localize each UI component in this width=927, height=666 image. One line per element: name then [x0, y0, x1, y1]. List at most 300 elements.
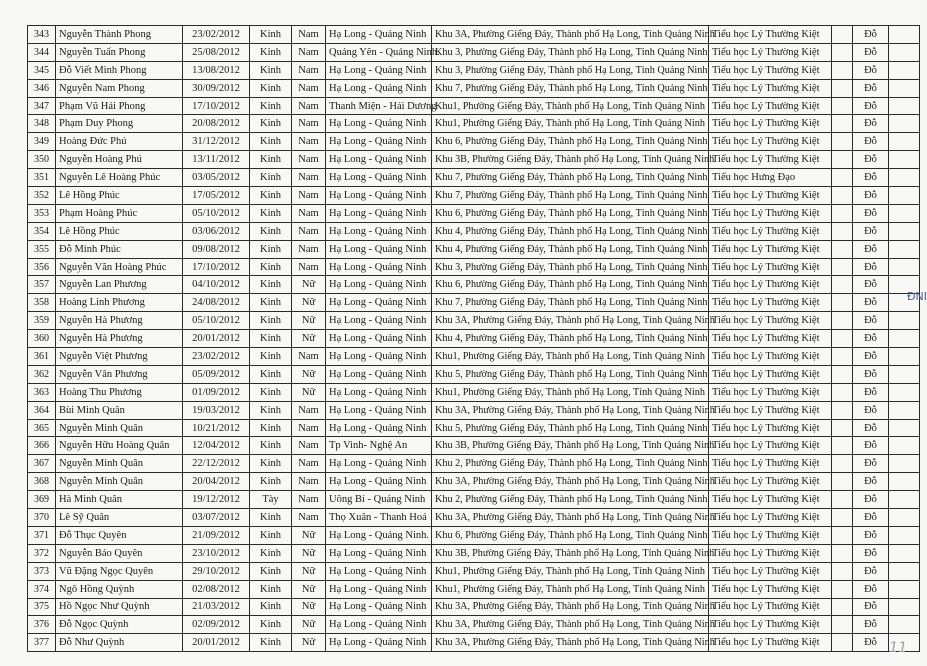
- result-cell: Đỗ: [853, 491, 889, 509]
- birthplace-cell: Hạ Long - Quảng Ninh: [326, 61, 432, 79]
- gender-cell: Nam: [292, 455, 326, 473]
- address-cell: Khu 3B, Phường Giếng Đáy, Thành phố Hạ Long, Tỉnh Quảng Ninh: [432, 437, 709, 455]
- result-cell: Đỗ: [853, 222, 889, 240]
- blank-cell-cell: [889, 97, 920, 115]
- date-of-birth-cell: 05/10/2012: [183, 312, 250, 330]
- table-row: [28, 115, 920, 133]
- table-row: [28, 79, 920, 97]
- student-name-cell: Nguyễn Minh Quân: [56, 419, 183, 437]
- ethnicity-cell: Kinh: [250, 61, 292, 79]
- birthplace-cell: Hạ Long - Quảng Ninh: [326, 580, 432, 598]
- table-row: [28, 133, 920, 151]
- table-row: [28, 580, 920, 598]
- birthplace-cell: Hạ Long - Quảng Ninh: [326, 616, 432, 634]
- primary-school-cell: Tiểu học Lý Thường Kiệt: [709, 43, 832, 61]
- address-cell: Khu1, Phường Giếng Đáy, Thành phố Hạ Long, Tỉnh Quảng Ninh: [432, 115, 709, 133]
- student-name-cell: Nguyễn Vân Phương: [56, 365, 183, 383]
- blank-cell-cell: [832, 616, 853, 634]
- student-name-cell: Nguyễn Minh Quân: [56, 455, 183, 473]
- row-number-cell: 365: [28, 419, 56, 437]
- birthplace-cell: Hạ Long - Quảng Ninh: [326, 634, 432, 652]
- ethnicity-cell: Kinh: [250, 580, 292, 598]
- result-cell: Đỗ: [853, 276, 889, 294]
- date-of-birth-cell: 23/02/2012: [183, 348, 250, 366]
- blank-cell-cell: [889, 204, 920, 222]
- address-cell: Khu 3B, Phường Giếng Đáy, Thành phố Hạ Long, Tỉnh Quảng Ninh: [432, 151, 709, 169]
- primary-school-cell: Tiểu học Lý Thường Kiệt: [709, 61, 832, 79]
- blank-cell-cell: [889, 330, 920, 348]
- student-name-cell: Hoàng Thu Phương: [56, 383, 183, 401]
- student-name-cell: Hoàng Linh Phương: [56, 294, 183, 312]
- result-cell: Đỗ: [853, 330, 889, 348]
- birthplace-cell: Hạ Long - Quảng Ninh: [326, 455, 432, 473]
- date-of-birth-cell: 01/09/2012: [183, 383, 250, 401]
- blank-cell-cell: [832, 562, 853, 580]
- birthplace-cell: Hạ Long - Quảng Ninh: [326, 473, 432, 491]
- blank-cell-cell: [889, 562, 920, 580]
- table-row: [28, 616, 920, 634]
- date-of-birth-cell: 20/08/2012: [183, 115, 250, 133]
- gender-cell: Nam: [292, 437, 326, 455]
- student-name-cell: Đỗ Ngọc Quỳnh: [56, 616, 183, 634]
- table-row: [28, 401, 920, 419]
- birthplace-cell: Hạ Long - Quảng Ninh: [326, 383, 432, 401]
- gender-cell: Nam: [292, 258, 326, 276]
- table-row: [28, 151, 920, 169]
- student-name-cell: Nguyễn Tuấn Phong: [56, 43, 183, 61]
- address-cell: Khu1, Phường Giếng Đáy, Thành phố Hạ Long, Tỉnh Quảng Ninh: [432, 348, 709, 366]
- date-of-birth-cell: 30/09/2012: [183, 79, 250, 97]
- blank-cell-cell: [832, 455, 853, 473]
- result-cell: Đỗ: [853, 383, 889, 401]
- blank-cell-cell: [889, 616, 920, 634]
- ethnicity-cell: Kinh: [250, 222, 292, 240]
- primary-school-cell: Tiểu học Lý Thường Kiệt: [709, 240, 832, 258]
- row-number-cell: 356: [28, 258, 56, 276]
- ethnicity-cell: Kinh: [250, 26, 292, 44]
- date-of-birth-cell: 20/01/2012: [183, 634, 250, 652]
- row-number-cell: 370: [28, 509, 56, 527]
- ethnicity-cell: Kinh: [250, 401, 292, 419]
- row-number-cell: 377: [28, 634, 56, 652]
- address-cell: Khu1, Phường Giếng Đáy, Thành phố Hạ Long, Tỉnh Quảng Ninh: [432, 97, 709, 115]
- blank-cell-cell: [889, 79, 920, 97]
- blank-cell-cell: [889, 43, 920, 61]
- date-of-birth-cell: 19/12/2012: [183, 491, 250, 509]
- date-of-birth-cell: 13/11/2012: [183, 151, 250, 169]
- blank-cell-cell: [832, 276, 853, 294]
- ethnicity-cell: Kinh: [250, 437, 292, 455]
- date-of-birth-cell: 02/08/2012: [183, 580, 250, 598]
- blank-cell-cell: [832, 580, 853, 598]
- primary-school-cell: Tiểu học Lý Thường Kiệt: [709, 401, 832, 419]
- blank-cell-cell: [889, 240, 920, 258]
- blank-cell-cell: [889, 133, 920, 151]
- row-number-cell: 372: [28, 544, 56, 562]
- blank-cell-cell: [832, 401, 853, 419]
- birthplace-cell: Hạ Long - Quảng Ninh: [326, 204, 432, 222]
- row-number-cell: 360: [28, 330, 56, 348]
- birthplace-cell: Hạ Long - Quảng Ninh: [326, 240, 432, 258]
- ethnicity-cell: Kinh: [250, 115, 292, 133]
- blank-cell-cell: [889, 419, 920, 437]
- table-row: [28, 455, 920, 473]
- gender-cell: Nữ: [292, 598, 326, 616]
- primary-school-cell: Tiểu học Lý Thường Kiệt: [709, 437, 832, 455]
- ethnicity-cell: Kinh: [250, 79, 292, 97]
- ethnicity-cell: Kinh: [250, 258, 292, 276]
- row-number-cell: 374: [28, 580, 56, 598]
- ethnicity-cell: Kinh: [250, 330, 292, 348]
- student-name-cell: Hồ Ngọc Như Quỳnh: [56, 598, 183, 616]
- gender-cell: Nam: [292, 97, 326, 115]
- address-cell: Khu 7, Phường Giếng Đáy, Thành phố Hạ Long, Tỉnh Quảng Ninh: [432, 79, 709, 97]
- row-number-cell: 359: [28, 312, 56, 330]
- blank-cell-cell: [832, 133, 853, 151]
- result-cell: Đỗ: [853, 526, 889, 544]
- result-cell: Đỗ: [853, 258, 889, 276]
- blank-cell-cell: [832, 509, 853, 527]
- student-name-cell: Lê Hồng Phúc: [56, 187, 183, 205]
- blank-cell-cell: [832, 294, 853, 312]
- blank-cell-cell: [889, 437, 920, 455]
- address-cell: Khu 6, Phường Giếng Đáy, Thành phố Hạ Long, Tỉnh Quảng Ninh: [432, 276, 709, 294]
- date-of-birth-cell: 02/09/2012: [183, 616, 250, 634]
- date-of-birth-cell: 29/10/2012: [183, 562, 250, 580]
- birthplace-cell: Hạ Long - Quảng Ninh: [326, 598, 432, 616]
- result-cell: Đỗ: [853, 598, 889, 616]
- birthplace-cell: Thanh Miện - Hải Dương: [326, 97, 432, 115]
- address-cell: Khu 4, Phường Giếng Đáy, Thành phố Hạ Long, Tỉnh Quảng Ninh: [432, 330, 709, 348]
- gender-cell: Nam: [292, 491, 326, 509]
- blank-cell-cell: [832, 383, 853, 401]
- student-name-cell: Hà Minh Quân: [56, 491, 183, 509]
- blank-cell-cell: [889, 348, 920, 366]
- table-row: [28, 562, 920, 580]
- page-number-mark: 11: [889, 640, 907, 656]
- primary-school-cell: Tiểu học Lý Thường Kiệt: [709, 526, 832, 544]
- date-of-birth-cell: 04/10/2012: [183, 276, 250, 294]
- blank-cell-cell: [832, 187, 853, 205]
- result-cell: Đỗ: [853, 151, 889, 169]
- blank-cell-cell: [832, 598, 853, 616]
- date-of-birth-cell: 20/04/2012: [183, 473, 250, 491]
- table-row: [28, 526, 920, 544]
- birthplace-cell: Quảng Yên - Quảng Ninh.: [326, 43, 432, 61]
- blank-cell-cell: [832, 473, 853, 491]
- ethnicity-cell: Kinh: [250, 473, 292, 491]
- student-name-cell: Nguyễn Văn Hoàng Phúc: [56, 258, 183, 276]
- address-cell: Khu 3B, Phường Giếng Đáy, Thành phố Hạ Long, Tỉnh Quảng Ninh: [432, 544, 709, 562]
- blank-cell-cell: [832, 79, 853, 97]
- address-cell: Khu 3A, Phường Giếng Đáy, Thành phố Hạ Long, Tỉnh Quảng Ninh: [432, 634, 709, 652]
- row-number-cell: 344: [28, 43, 56, 61]
- primary-school-cell: Tiểu học Lý Thường Kiệt: [709, 580, 832, 598]
- address-cell: Khu 3A, Phường Giếng Đáy, Thành phố Hạ Long, Tỉnh Quảng Ninh: [432, 312, 709, 330]
- table-row: [28, 222, 920, 240]
- row-number-cell: 367: [28, 455, 56, 473]
- gender-cell: Nam: [292, 169, 326, 187]
- primary-school-cell: Tiểu học Lý Thường Kiệt: [709, 97, 832, 115]
- ethnicity-cell: Kinh: [250, 526, 292, 544]
- ethnicity-cell: Kinh: [250, 562, 292, 580]
- blank-cell-cell: [832, 634, 853, 652]
- gender-cell: Nữ: [292, 634, 326, 652]
- result-cell: Đỗ: [853, 365, 889, 383]
- blank-cell-cell: [832, 204, 853, 222]
- row-number-cell: 348: [28, 115, 56, 133]
- ethnicity-cell: Kinh: [250, 133, 292, 151]
- ethnicity-cell: Kinh: [250, 455, 292, 473]
- primary-school-cell: Tiểu học Lý Thường Kiệt: [709, 222, 832, 240]
- student-name-cell: Nguyễn Minh Quân: [56, 473, 183, 491]
- primary-school-cell: Tiểu học Lý Thường Kiệt: [709, 544, 832, 562]
- date-of-birth-cell: 03/07/2012: [183, 509, 250, 527]
- ethnicity-cell: Kinh: [250, 365, 292, 383]
- result-cell: Đỗ: [853, 634, 889, 652]
- student-name-cell: Nguyễn Bảo Quyên: [56, 544, 183, 562]
- table-row: [28, 634, 920, 652]
- address-cell: Khu 2, Phường Giếng Đáy, Thành phố Hạ Long, Tỉnh Quảng Ninh: [432, 455, 709, 473]
- student-name-cell: Nguyễn Lan Phương: [56, 276, 183, 294]
- row-number-cell: 352: [28, 187, 56, 205]
- result-cell: Đỗ: [853, 79, 889, 97]
- gender-cell: Nữ: [292, 562, 326, 580]
- roster-body: [28, 26, 927, 652]
- gender-cell: Nam: [292, 79, 326, 97]
- blank-cell-cell: [889, 401, 920, 419]
- table-row: [28, 544, 920, 562]
- birthplace-cell: Hạ Long - Quảng Ninh: [326, 169, 432, 187]
- address-cell: Khu1, Phường Giếng Đáy, Thành phố Hạ Long, Tỉnh Quảng Ninh: [432, 580, 709, 598]
- date-of-birth-cell: 12/04/2012: [183, 437, 250, 455]
- student-name-cell: Lê Hồng Phúc: [56, 222, 183, 240]
- date-of-birth-cell: 05/10/2012: [183, 204, 250, 222]
- blank-cell-cell: [889, 473, 920, 491]
- result-cell: Đỗ: [853, 401, 889, 419]
- student-name-cell: Nguyễn Việt Phương: [56, 348, 183, 366]
- blank-cell-cell: [889, 383, 920, 401]
- birthplace-cell: Hạ Long - Quảng Ninh: [326, 133, 432, 151]
- primary-school-cell: Tiểu học Lý Thường Kiệt: [709, 294, 832, 312]
- primary-school-cell: Tiểu học Lý Thường Kiệt: [709, 258, 832, 276]
- address-cell: Khu 3, Phường Giếng Đáy, Thành phố Hạ Long, Tỉnh Quảng Ninh: [432, 43, 709, 61]
- student-name-cell: Bùi Minh Quân: [56, 401, 183, 419]
- result-cell: Đỗ: [853, 240, 889, 258]
- date-of-birth-cell: 19/03/2012: [183, 401, 250, 419]
- result-cell: Đỗ: [853, 437, 889, 455]
- address-cell: Khu 2, Phường Giếng Đáy, Thành phố Hạ Long, Tỉnh Quảng Ninh: [432, 491, 709, 509]
- blank-cell-cell: [832, 240, 853, 258]
- blank-cell-cell: [889, 544, 920, 562]
- ethnicity-cell: Kinh: [250, 544, 292, 562]
- student-name-cell: Ngô Hồng Quỳnh: [56, 580, 183, 598]
- table-row: [28, 258, 920, 276]
- date-of-birth-cell: 23/02/2012: [183, 26, 250, 44]
- row-number-cell: 355: [28, 240, 56, 258]
- primary-school-cell: Tiểu học Lý Thường Kiệt: [709, 383, 832, 401]
- result-cell: Đỗ: [853, 348, 889, 366]
- blank-cell-cell: [889, 61, 920, 79]
- blank-cell-cell: [832, 115, 853, 133]
- address-cell: Khu 6, Phường Giếng Đáy, Thành phố Hạ Long, Tỉnh Quảng Ninh: [432, 204, 709, 222]
- row-number-cell: 347: [28, 97, 56, 115]
- ethnicity-cell: Kinh: [250, 598, 292, 616]
- address-cell: Khu 3A, Phường Giếng Đáy, Thành phố Hạ Long, Tỉnh Quảng Ninh: [432, 509, 709, 527]
- address-cell: Khu 4, Phường Giếng Đáy, Thành phố Hạ Long, Tỉnh Quảng Ninh: [432, 240, 709, 258]
- result-cell: Đỗ: [853, 294, 889, 312]
- row-number-cell: 369: [28, 491, 56, 509]
- date-of-birth-cell: 21/03/2012: [183, 598, 250, 616]
- address-cell: Khu1, Phường Giếng Đáy, Thành phố Hạ Long, Tỉnh Quảng Ninh: [432, 383, 709, 401]
- table-row: [28, 419, 920, 437]
- gender-cell: Nam: [292, 151, 326, 169]
- table-row: [28, 276, 920, 294]
- result-cell: Đỗ: [853, 312, 889, 330]
- student-name-cell: Đỗ Như Quỳnh: [56, 634, 183, 652]
- primary-school-cell: Tiểu học Lý Thường Kiệt: [709, 187, 832, 205]
- table-row: [28, 61, 920, 79]
- gender-cell: Nữ: [292, 330, 326, 348]
- birthplace-cell: Hạ Long - Quảng Ninh.: [326, 526, 432, 544]
- date-of-birth-cell: 17/05/2012: [183, 187, 250, 205]
- date-of-birth-cell: 10/21/2012: [183, 419, 250, 437]
- gender-cell: Nam: [292, 187, 326, 205]
- address-cell: Khu 4, Phường Giếng Đáy, Thành phố Hạ Long, Tỉnh Quảng Ninh: [432, 222, 709, 240]
- ethnicity-cell: Kinh: [250, 312, 292, 330]
- row-number-cell: 375: [28, 598, 56, 616]
- blank-cell-cell: [832, 348, 853, 366]
- primary-school-cell: Tiểu học Lý Thường Kiệt: [709, 509, 832, 527]
- ethnicity-cell: Kinh: [250, 43, 292, 61]
- primary-school-cell: Tiểu học Lý Thường Kiệt: [709, 330, 832, 348]
- primary-school-cell: Tiểu học Lý Thường Kiệt: [709, 312, 832, 330]
- address-cell: Khu 6, Phường Giếng Đáy, Thành phố Hạ Long, Tỉnh Quảng Ninh: [432, 526, 709, 544]
- row-number-cell: 364: [28, 401, 56, 419]
- ethnicity-cell: Kinh: [250, 169, 292, 187]
- ethnicity-cell: Kinh: [250, 240, 292, 258]
- address-cell: Khu 7, Phường Giếng Đáy, Thành phố Hạ Long, Tỉnh Quảng Ninh: [432, 294, 709, 312]
- date-of-birth-cell: 05/09/2012: [183, 365, 250, 383]
- blank-cell-cell: [889, 312, 920, 330]
- address-cell: Khu 7, Phường Giếng Đáy, Thành phố Hạ Long, Tỉnh Quảng Ninh: [432, 187, 709, 205]
- blank-cell-cell: [832, 97, 853, 115]
- birthplace-cell: Hạ Long - Quảng Ninh: [326, 79, 432, 97]
- gender-cell: Nữ: [292, 294, 326, 312]
- row-number-cell: 346: [28, 79, 56, 97]
- date-of-birth-cell: 31/12/2012: [183, 133, 250, 151]
- birthplace-cell: Hạ Long - Quảng Ninh: [326, 187, 432, 205]
- row-number-cell: 353: [28, 204, 56, 222]
- address-cell: Khu 3, Phường Giếng Đáy, Thành phố Hạ Long, Tỉnh Quảng Ninh: [432, 258, 709, 276]
- date-of-birth-cell: 13/08/2012: [183, 61, 250, 79]
- result-cell: Đỗ: [853, 133, 889, 151]
- blank-cell-cell: [889, 258, 920, 276]
- date-of-birth-cell: 09/08/2012: [183, 240, 250, 258]
- blank-cell-cell: [832, 258, 853, 276]
- primary-school-cell: Tiểu học Lý Thường Kiệt: [709, 473, 832, 491]
- gender-cell: Nam: [292, 419, 326, 437]
- address-cell: Khu 3, Phường Giếng Đáy, Thành phố Hạ Long, Tỉnh Quảng Ninh: [432, 61, 709, 79]
- birthplace-cell: Hạ Long - Quảng Ninh: [326, 258, 432, 276]
- address-cell: Khu 3A, Phường Giếng Đáy, Thành phố Hạ Long, Tỉnh Quảng Ninh: [432, 598, 709, 616]
- student-name-cell: Phạm Vũ Hải Phong: [56, 97, 183, 115]
- date-of-birth-cell: 23/10/2012: [183, 544, 250, 562]
- student-name-cell: Nguyễn Hữu Hoàng Quân: [56, 437, 183, 455]
- address-cell: Khu 3A, Phường Giếng Đáy, Thành phố Hạ Long, Tỉnh Quảng Ninh: [432, 473, 709, 491]
- date-of-birth-cell: 21/09/2012: [183, 526, 250, 544]
- row-number-cell: 357: [28, 276, 56, 294]
- date-of-birth-cell: 25/08/2012: [183, 43, 250, 61]
- gender-cell: Nữ: [292, 383, 326, 401]
- gender-cell: Nam: [292, 204, 326, 222]
- birthplace-cell: Hạ Long - Quảng Ninh: [326, 401, 432, 419]
- primary-school-cell: Tiểu học Lý Thường Kiệt: [709, 419, 832, 437]
- primary-school-cell: Tiểu học Lý Thường Kiệt: [709, 276, 832, 294]
- birthplace-cell: Hạ Long - Quảng Ninh: [326, 562, 432, 580]
- gender-cell: Nam: [292, 240, 326, 258]
- result-cell: Đỗ: [853, 455, 889, 473]
- table-row: [28, 598, 920, 616]
- gender-cell: Nam: [292, 222, 326, 240]
- blank-cell-cell: [889, 580, 920, 598]
- primary-school-cell: Tiểu học Lý Thường Kiệt: [709, 151, 832, 169]
- row-number-cell: 373: [28, 562, 56, 580]
- student-name-cell: Phạm Duy Phong: [56, 115, 183, 133]
- blank-cell-cell: [889, 365, 920, 383]
- result-cell: Đỗ: [853, 26, 889, 44]
- table-row: [28, 383, 920, 401]
- address-cell: Khu 3A, Phường Giếng Đáy, Thành phố Hạ Long, Tỉnh Quảng Ninh: [432, 616, 709, 634]
- student-name-cell: Đỗ Thục Quyên: [56, 526, 183, 544]
- blank-cell-cell: [832, 169, 853, 187]
- row-number-cell: 371: [28, 526, 56, 544]
- row-number-cell: 354: [28, 222, 56, 240]
- result-cell: Đỗ: [853, 187, 889, 205]
- result-cell: Đỗ: [853, 61, 889, 79]
- primary-school-cell: Tiểu học Lý Thường Kiệt: [709, 348, 832, 366]
- gender-cell: Nam: [292, 473, 326, 491]
- address-cell: Khu1, Phường Giếng Đáy, Thành phố Hạ Long, Tỉnh Quảng Ninh: [432, 562, 709, 580]
- blank-cell-cell: [889, 151, 920, 169]
- row-number-cell: 350: [28, 151, 56, 169]
- blank-cell-cell: [832, 61, 853, 79]
- result-cell: Đỗ: [853, 562, 889, 580]
- blank-cell-cell: [889, 598, 920, 616]
- address-cell: Khu 6, Phường Giếng Đáy, Thành phố Hạ Long, Tỉnh Quảng Ninh: [432, 133, 709, 151]
- primary-school-cell: Tiểu học Lý Thường Kiệt: [709, 133, 832, 151]
- blank-cell-cell: [832, 419, 853, 437]
- student-name-cell: Lê Sỹ Quân: [56, 509, 183, 527]
- student-name-cell: Nguyễn Hà Phương: [56, 330, 183, 348]
- address-cell: Khu 7, Phường Giếng Đáy, Thành phố Hạ Long, Tỉnh Quảng Ninh: [432, 169, 709, 187]
- blank-cell-cell: [832, 437, 853, 455]
- ethnicity-cell: Kinh: [250, 616, 292, 634]
- result-cell: Đỗ: [853, 419, 889, 437]
- student-name-cell: Nguyễn Thành Phong: [56, 26, 183, 44]
- table-row: [28, 43, 920, 61]
- table-row: [28, 473, 920, 491]
- row-number-cell: 362: [28, 365, 56, 383]
- student-name-cell: Đỗ Viết Minh Phong: [56, 61, 183, 79]
- result-cell: Đỗ: [853, 43, 889, 61]
- gender-cell: Nữ: [292, 526, 326, 544]
- student-roster-table: [27, 25, 927, 652]
- row-number-cell: 345: [28, 61, 56, 79]
- result-cell: Đỗ: [853, 544, 889, 562]
- student-name-cell: Đỗ Minh Phúc: [56, 240, 183, 258]
- address-cell: Khu 3A, Phường Giếng Đáy, Thành phố Hạ Long, Tỉnh Quảng Ninh: [432, 401, 709, 419]
